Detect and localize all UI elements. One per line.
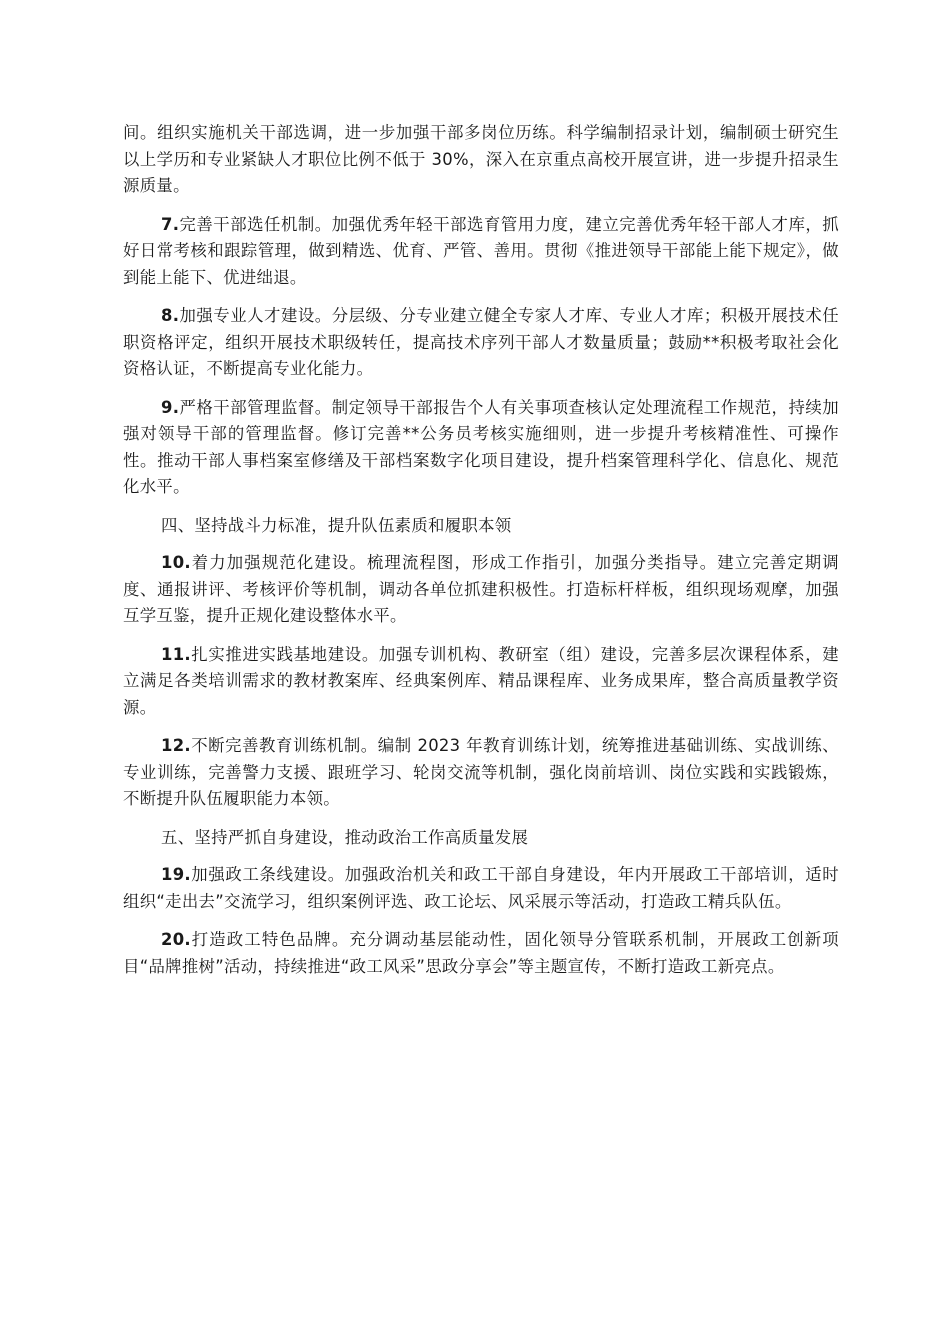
item-number: 19. — [161, 865, 191, 884]
item-number: 7. — [161, 214, 180, 234]
item-number: 8. — [161, 306, 180, 325]
paragraph-text: 打造政工特色品牌。充分调动基层能动性，固化领导分管联系机制，开展政工创新项目“品牌推树”活动，持续推进“政工风采”思政分享会”等主题宣传，不断打造政工新亮点。 — [123, 930, 839, 976]
paragraph-continued — [123, 120, 839, 200]
paragraph-item-20 — [123, 927, 839, 980]
paragraph-item-12 — [123, 733, 839, 813]
item-number: 20. — [161, 930, 191, 949]
paragraph-text: 完善干部选任机制。加强优秀年轻干部选育管用力度，建立完善优秀年轻干部人才库，抓好日常考核和跟踪管理，做到精选、优育、严管、善用。贯彻《推进领导干部能上能下规定》，做到能上能下、优进绌退。 — [123, 214, 839, 287]
item-number: 11. — [161, 644, 191, 664]
heading-text: 五、坚持严抓自身建设，推动政治工作高质量发展 — [161, 827, 529, 847]
paragraph-text: 加强政工条线建设。加强政治机关和政工干部自身建设，年内开展政工干部培训，适时组织“走出去”交流学习，组织案例评选、政工论坛、风采展示等活动，打造政工精兵队伍。 — [123, 865, 839, 911]
paragraph-text: 加强专业人才建设。分层级、分专业建立健全专家人才库、专业人才库；积极开展技术任职资格评定，组织开展技术职级转任，提高技术序列干部人才数量质量；鼓励**积极考取社会化资格认证，不断提高专业化能力。 — [123, 306, 839, 378]
paragraph-item-8 — [123, 303, 839, 383]
paragraph-item-9 — [123, 395, 839, 501]
paragraph-text: 着力加强规范化建设。梳理流程图，形成工作指引，加强分类指导。建立完善定期调度、通报讲评、考核评价等机制，调动各单位抓建积极性。打造标杆样板，组织现场观摩，加强互学互鉴，提升正规化建设整体水平。 — [123, 553, 839, 625]
heading-text: 四、坚持战斗力标准，提升队伍素质和履职本领 — [161, 515, 512, 535]
paragraph-item-10 — [123, 550, 839, 630]
paragraph-text: 间。组织实施机关干部选调，进一步加强干部多岗位历练。科学编制招录计划，编制硕士研究生以上学历和专业紧缺人才职位比例不低于 30%，深入在京重点高校开展宣讲，进一步提升招录生源质量。 — [123, 123, 839, 195]
item-number: 12. — [161, 736, 191, 755]
paragraph-text: 扎实推进实践基地建设。加强专训机构、教研室（组）建设，完善多层次课程体系，建立满足各类培训需求的教材教案库、经典案例库、精品课程库、业务成果库，整合高质量教学资源。 — [123, 644, 839, 717]
paragraph-text: 严格干部管理监督。制定领导干部报告个人有关事项查核认定处理流程工作规范，持续加强对领导干部的管理监督。修订完善**公务员考核实施细则，进一步提升考核精准性、可操作性。推动干部人事档案室修缮及干部档案数字化项目建设，提升档案管理科学化、信息化、规范化水平。 — [123, 397, 839, 496]
section-heading-4 — [123, 513, 839, 540]
paragraph-text: 不断完善教育训练机制。编制 2023 年教育训练计划，统筹推进基础训练、实战训练、专业训练，完善警力支援、跟班学习、轮岗交流等机制，强化岗前培训、岗位实践和实践锻炼，不断提升队伍履职能力本领。 — [123, 736, 839, 808]
paragraph-item-7 — [123, 212, 839, 292]
paragraph-item-19 — [123, 862, 839, 915]
document-page — [123, 120, 839, 992]
paragraph-item-11 — [123, 642, 839, 722]
item-number: 10. — [161, 553, 191, 572]
section-heading-5 — [123, 825, 839, 852]
item-number: 9. — [161, 397, 180, 417]
